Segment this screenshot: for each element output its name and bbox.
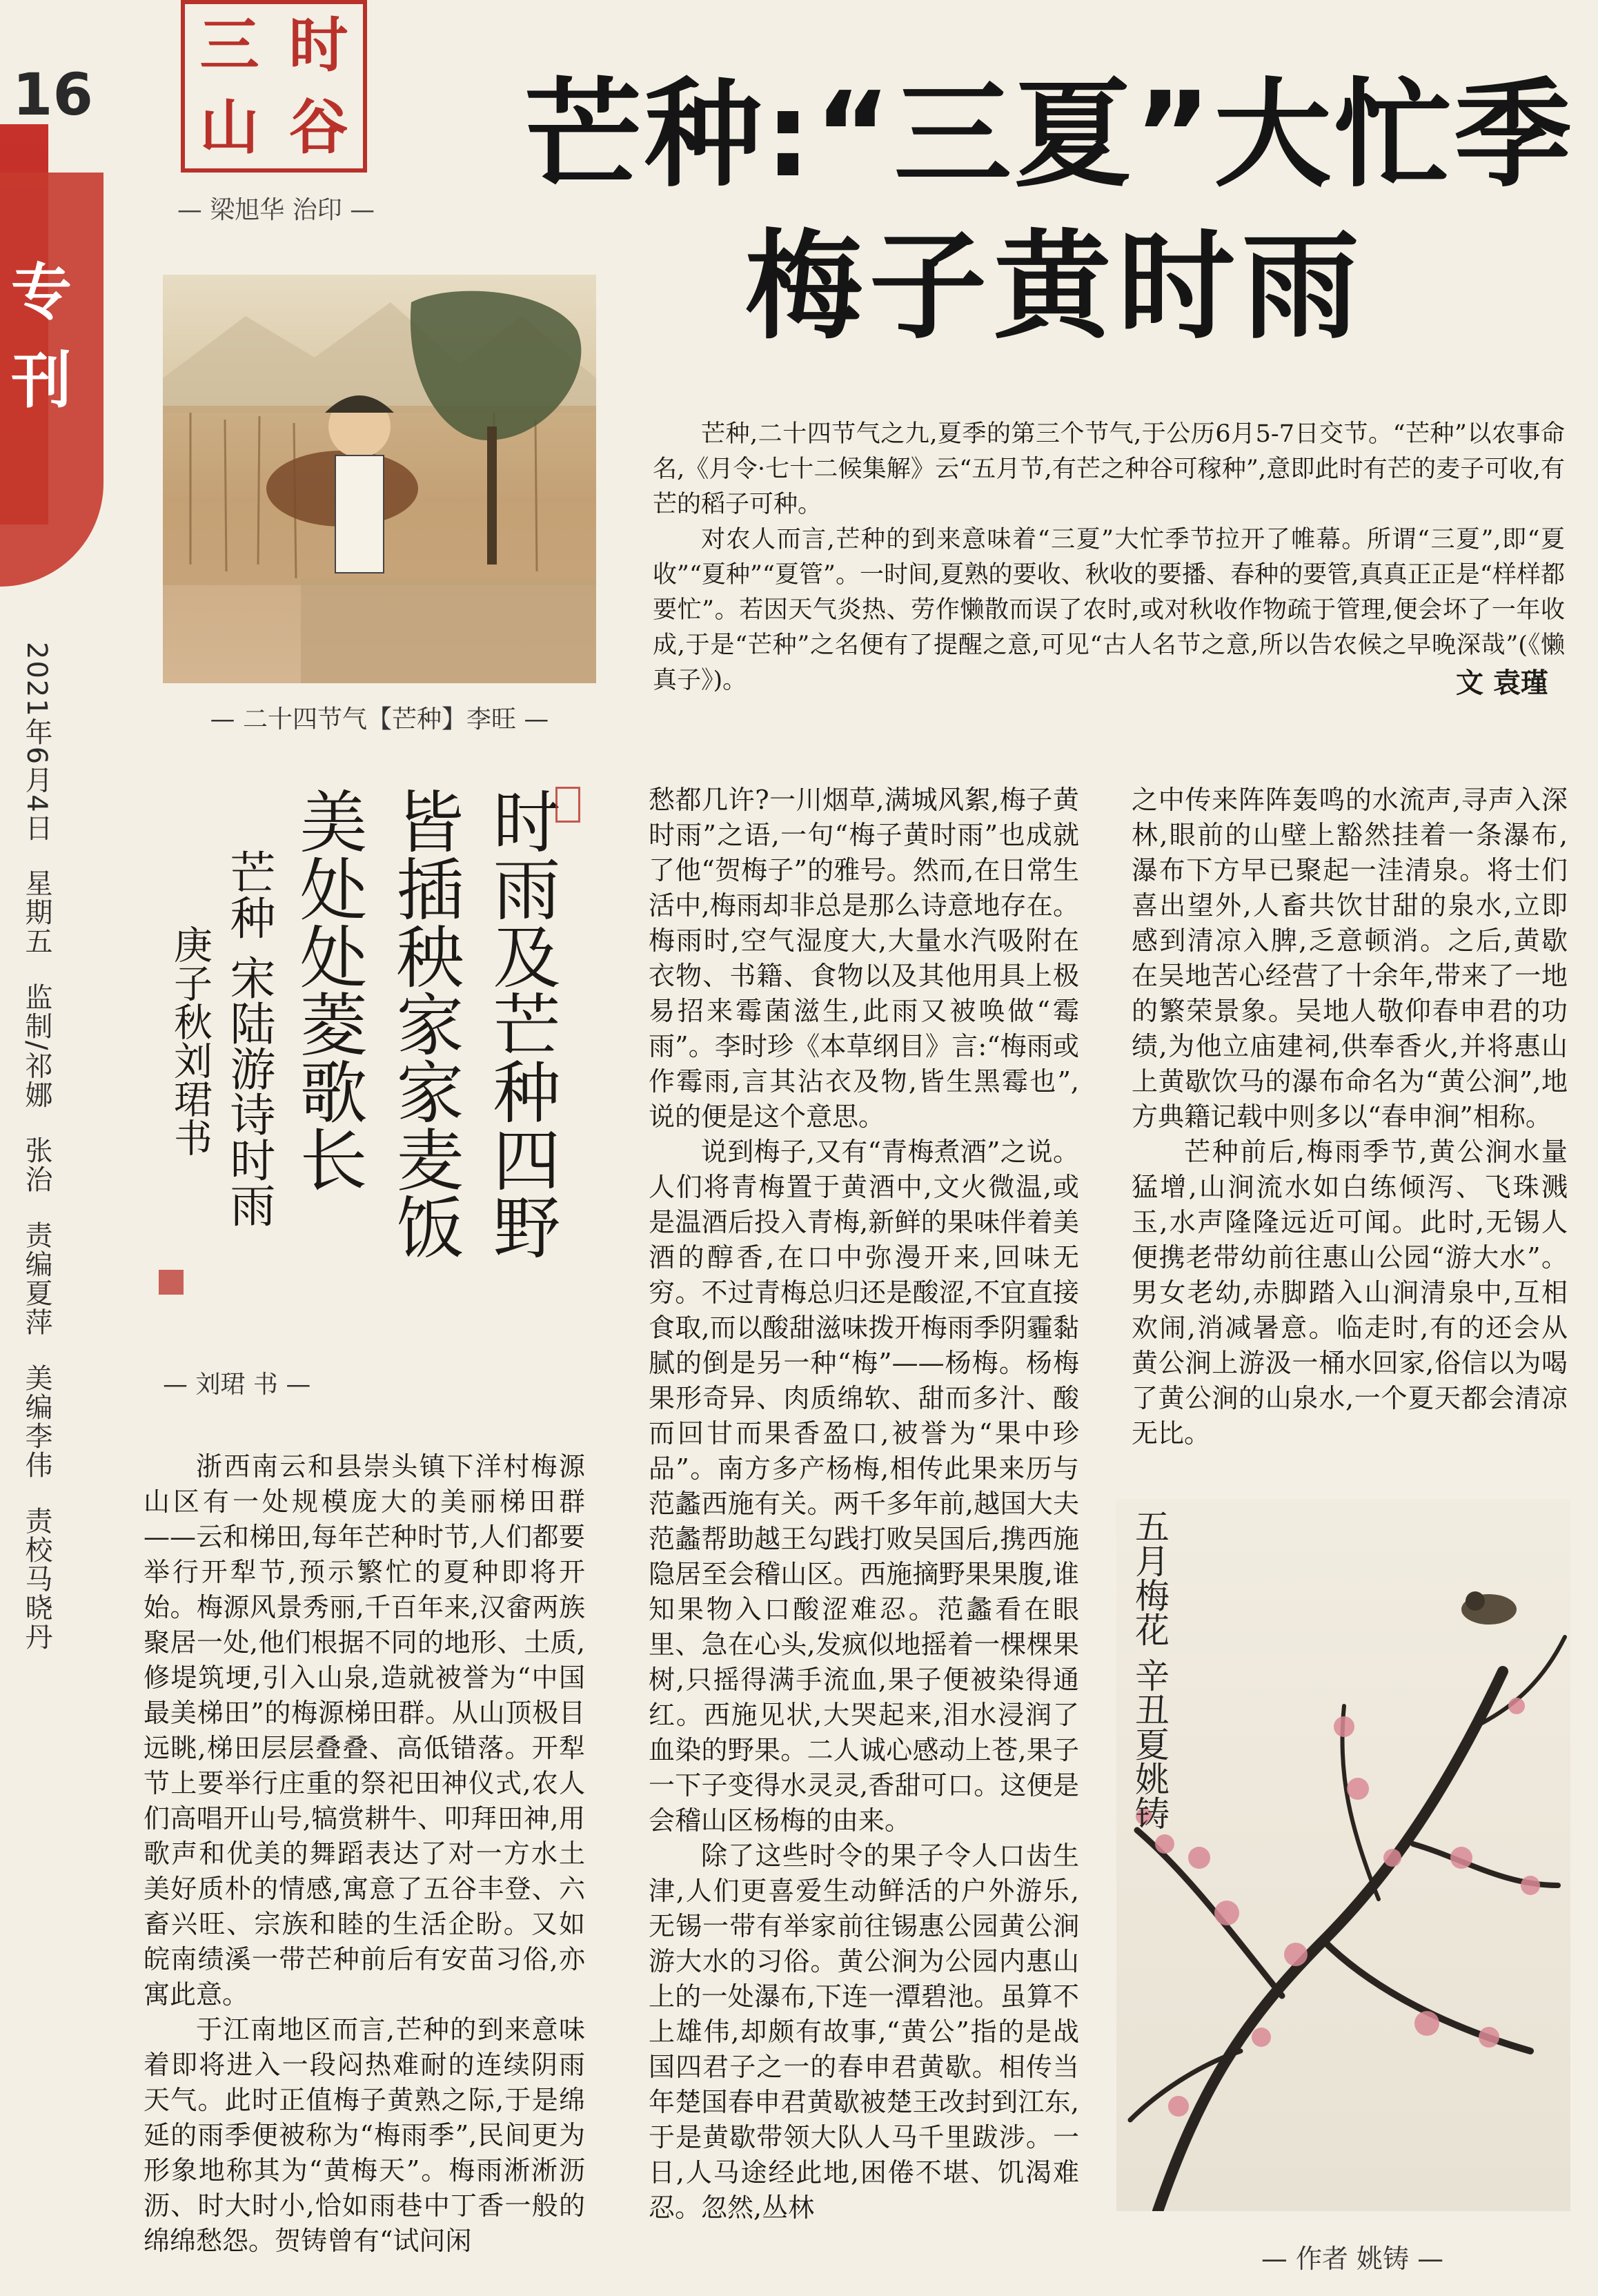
article-paragraph: 芒种前后,梅雨季节,黄公涧水量猛增,山涧流水如白练倾泻、飞珠溅玉,水声隆隆远近可闻。此时,无锡人便携老带幼前往惠山公园“游大水”。男女老幼,赤脚踏入山涧清泉中,互相欢闹,消减暑意。临走时,有的还会从黄公涧上游汲一桶水回家,俗信以为喝了黄公涧的山泉水,一个夏天都会清凉无比。 (1132, 1137, 1568, 1449)
article-column-3 (1132, 783, 1568, 1451)
edition-weekday: 星期五 (21, 869, 52, 956)
article-paragraph: 于江南地区而言,芒种的到来意味着即将进入一段闷热难耐的连续阴雨天气。此时正值梅子黄熟之际,于是绵延的雨季便被称为“梅雨季”,民间更为形象地称其为“黄梅天”。梅雨淅淅沥沥、时大时小,恰如雨巷中丁香一般的绵绵愁怨。贺铸曾有“试问闲 (144, 2014, 585, 2256)
intro-paragraph: 对农人而言,芒种的到来意味着“三夏”大忙季节拉开了帷幕。所谓“三夏”,即“夏收”“夏种”“夏管”。一时间,夏熟的要收、秋收的要播、春种的要管,真真正正是“样样都要忙”。若因天气炎热、劳作懒散而误了农时,或对秋收作物疏于管理,便会坏了一年收成,于是“芒种”之名便有了提醒之意,可见“古人名节之意,所以告农候之早晚深哉”(《懒真子》)。 (653, 526, 1565, 694)
seal-char: 山 (199, 92, 259, 162)
headline-line-1: 芒种:“三夏”大忙季 (524, 67, 1575, 204)
credit-editor: 责编夏萍 (21, 1221, 52, 1337)
painting-mangzhong (163, 275, 596, 683)
article-column-2 (649, 783, 1079, 2226)
article-paragraph: 之中传来阵阵轰鸣的水流声,寻声入深林,眼前的山壁上豁然挂着一条瀑布,瀑布下方早已聚起一洼清泉。将士们喜出望外,人畜共饮甘甜的泉水,立即感到清凉入脾,乏意顿消。之后,黄歇在吴地苦心经营了十余年,带来了一地的繁荣景象。吴地人敬仰春申君的功绩,为他立庙建祠,供奉香火,并将惠山上黄歇饮马的瀑布命名为“黄公涧”,地方典籍记载中则多以“春申涧”相称。 (1132, 785, 1568, 1132)
seal-char: 谷 (288, 92, 348, 162)
calligraphy-line: 庚子秋刘珺书 (168, 925, 213, 1157)
credit-proofreader: 责校马晓丹 (21, 1506, 52, 1651)
painting-mangzhong-caption: — 二十四节气【芒种】李旺 — (210, 705, 549, 734)
calligraphy-line: 时雨及芒种四野 (482, 787, 560, 1260)
intro-paragraph: 芒种,二十四节气之九,夏季的第三个节气,于公历6月5-7日交节。“芒种”以农事命名,《月令·七十二候集解》云“五月节,有芒之种谷可稼种”,意即此时有芒的麦子可收,有芒的稻子可种。 (653, 420, 1565, 518)
seal-caption: — 梁旭华 治印 — (177, 196, 375, 224)
credit-designer: 美编李伟 (21, 1363, 52, 1480)
section-label (7, 248, 76, 425)
section-label-char: 专 (10, 257, 72, 328)
calligraphy-line: 皆插秧家家麦饭 (385, 787, 464, 1260)
page-number: 16 (12, 61, 93, 128)
edition-date: 2021年6月4日 (21, 642, 52, 843)
painting-mangzhong-art (163, 275, 596, 683)
credit-supervisor: 监制/祁娜 (21, 983, 52, 1110)
article-byline: 文 袁瑾 (1456, 667, 1548, 699)
credit-supervisor-2: 张治 (21, 1136, 52, 1195)
article-paragraph: 除了这些时令的果子令人口齿生津,人们更喜爱生动鲜活的户外游乐,无锡一带有举家前往锡惠公园黄公涧游大水的习俗。黄公涧为公园内惠山上的一处瀑布,下连一潭碧池。虽算不上雄伟,却颇有故事,“黄公”指的是战国四君子之一的春申君黄歇。相传当年楚国春申君黄歇被楚王改封到江东,于是黄歇带领大队人马千里跋涉。一日,人马途经此地,困倦不堪、饥渴难忍。忽然,丛林 (649, 1841, 1079, 2223)
seal-char: 时 (288, 10, 348, 80)
article-paragraph: 浙西南云和县崇头镇下洋村梅源山区有一处规模庞大的美丽梯田群——云和梯田,每年芒种时节,人们都要举行开犁节,预示繁忙的夏种即将开始。梅源风景秀丽,千百年来,汉畲两族聚居一处,他们根据不同的地形、土质,修堤筑埂,引入山泉,造就被誉为“中国最美梯田”的梅源梯田群。从山顶极目远眺,梯田层层叠叠、高低错落。开犁节上要举行庄重的祭祀田神仪式,农人们高唱开山号,犒赏耕牛、叩拜田神,用歌声和优美的舞蹈表达了对一方水土美好质朴的情感,寓意了五谷丰登、六畜兴旺、宗族和睦的生活企盼。又如皖南绩溪一带芒种前后有安苗习俗,亦寓此意。 (144, 1451, 585, 2010)
calligraphy-seal (555, 787, 580, 823)
calligraphy-line: 芒种 宋陆游诗时雨 (222, 849, 275, 1228)
calligraphy-line: 美处处菱歌长 (288, 787, 367, 1193)
calligraphy-work (152, 787, 580, 1325)
section-label-text (7, 248, 76, 425)
article-column-1 (144, 1449, 585, 2259)
article-paragraph: 说到梅子,又有“青梅煮酒”之说。人们将青梅置于黄酒中,文火微温,或是温酒后投入青梅,新鲜的果味伴着美酒的醇香,在口中弥漫开来,回味无穷。不过青梅总归还是酸涩,不宜直接食取,而以酸甜滋味拨开梅雨季阴霾黏腻的倒是另一种“梅”——杨梅。杨梅果形奇异、肉质绵软、甜而多汁、酸而回甘而果香盈口,被誉为“果中珍品”。南方多产杨梅,相传此果来历与范蠡西施有关。两千多年前,越国大夫范蠡帮助越王勾践打败吴国后,携西施隐居至会稽山区。西施摘野果果腹,谁知果物入口酸涩难忍。范蠡看在眼里、急在心头,发疯似地摇着一棵棵果树,只摇得满手流血,果子便被染得通红。西施见状,大哭起来,泪水浸润了血染的野果。二人诚心感动上苍,果子一下子变得水灵灵,香甜可口。这便是会稽山区杨梅的由来。 (649, 1137, 1079, 1836)
seal-char: 三 (199, 10, 259, 80)
intro-text (653, 417, 1565, 698)
calligraphy-seal (159, 1270, 184, 1295)
painting-plum-blossom (1116, 1499, 1570, 2211)
edition-info (15, 642, 57, 1668)
headline-line-2: 梅子黄时雨 (745, 219, 1367, 355)
article-paragraph: 愁都几许?一川烟草,满城风絮,梅子黄时雨”之语,一句“梅子黄时雨”也成就了他“贺梅子”的雅号。然而,在日常生活中,梅雨却非总是那么诗意地存在。梅雨时,空气湿度大,大量水汽吸附在衣物、书籍、食物以及其他用具上极易招来霉菌滋生,此雨又被唤做“霉雨”。李时珍《本草纲目》言:“梅雨或作霉雨,言其沾衣及物,皆生黑霉也”,说的便是这个意思。 (649, 785, 1079, 1132)
section-label-char: 刊 (10, 345, 72, 416)
plum-painting-inscription: 五月梅花 辛丑夏姚铸 (1130, 1509, 1170, 1830)
calligraphy-caption: — 刘珺 书 — (163, 1371, 311, 1399)
seal-stamp (181, 0, 367, 173)
painting-plum-blossom-art (1116, 1499, 1570, 2211)
painting-plum-caption: — 作者 姚铸 — (1261, 2244, 1444, 2274)
